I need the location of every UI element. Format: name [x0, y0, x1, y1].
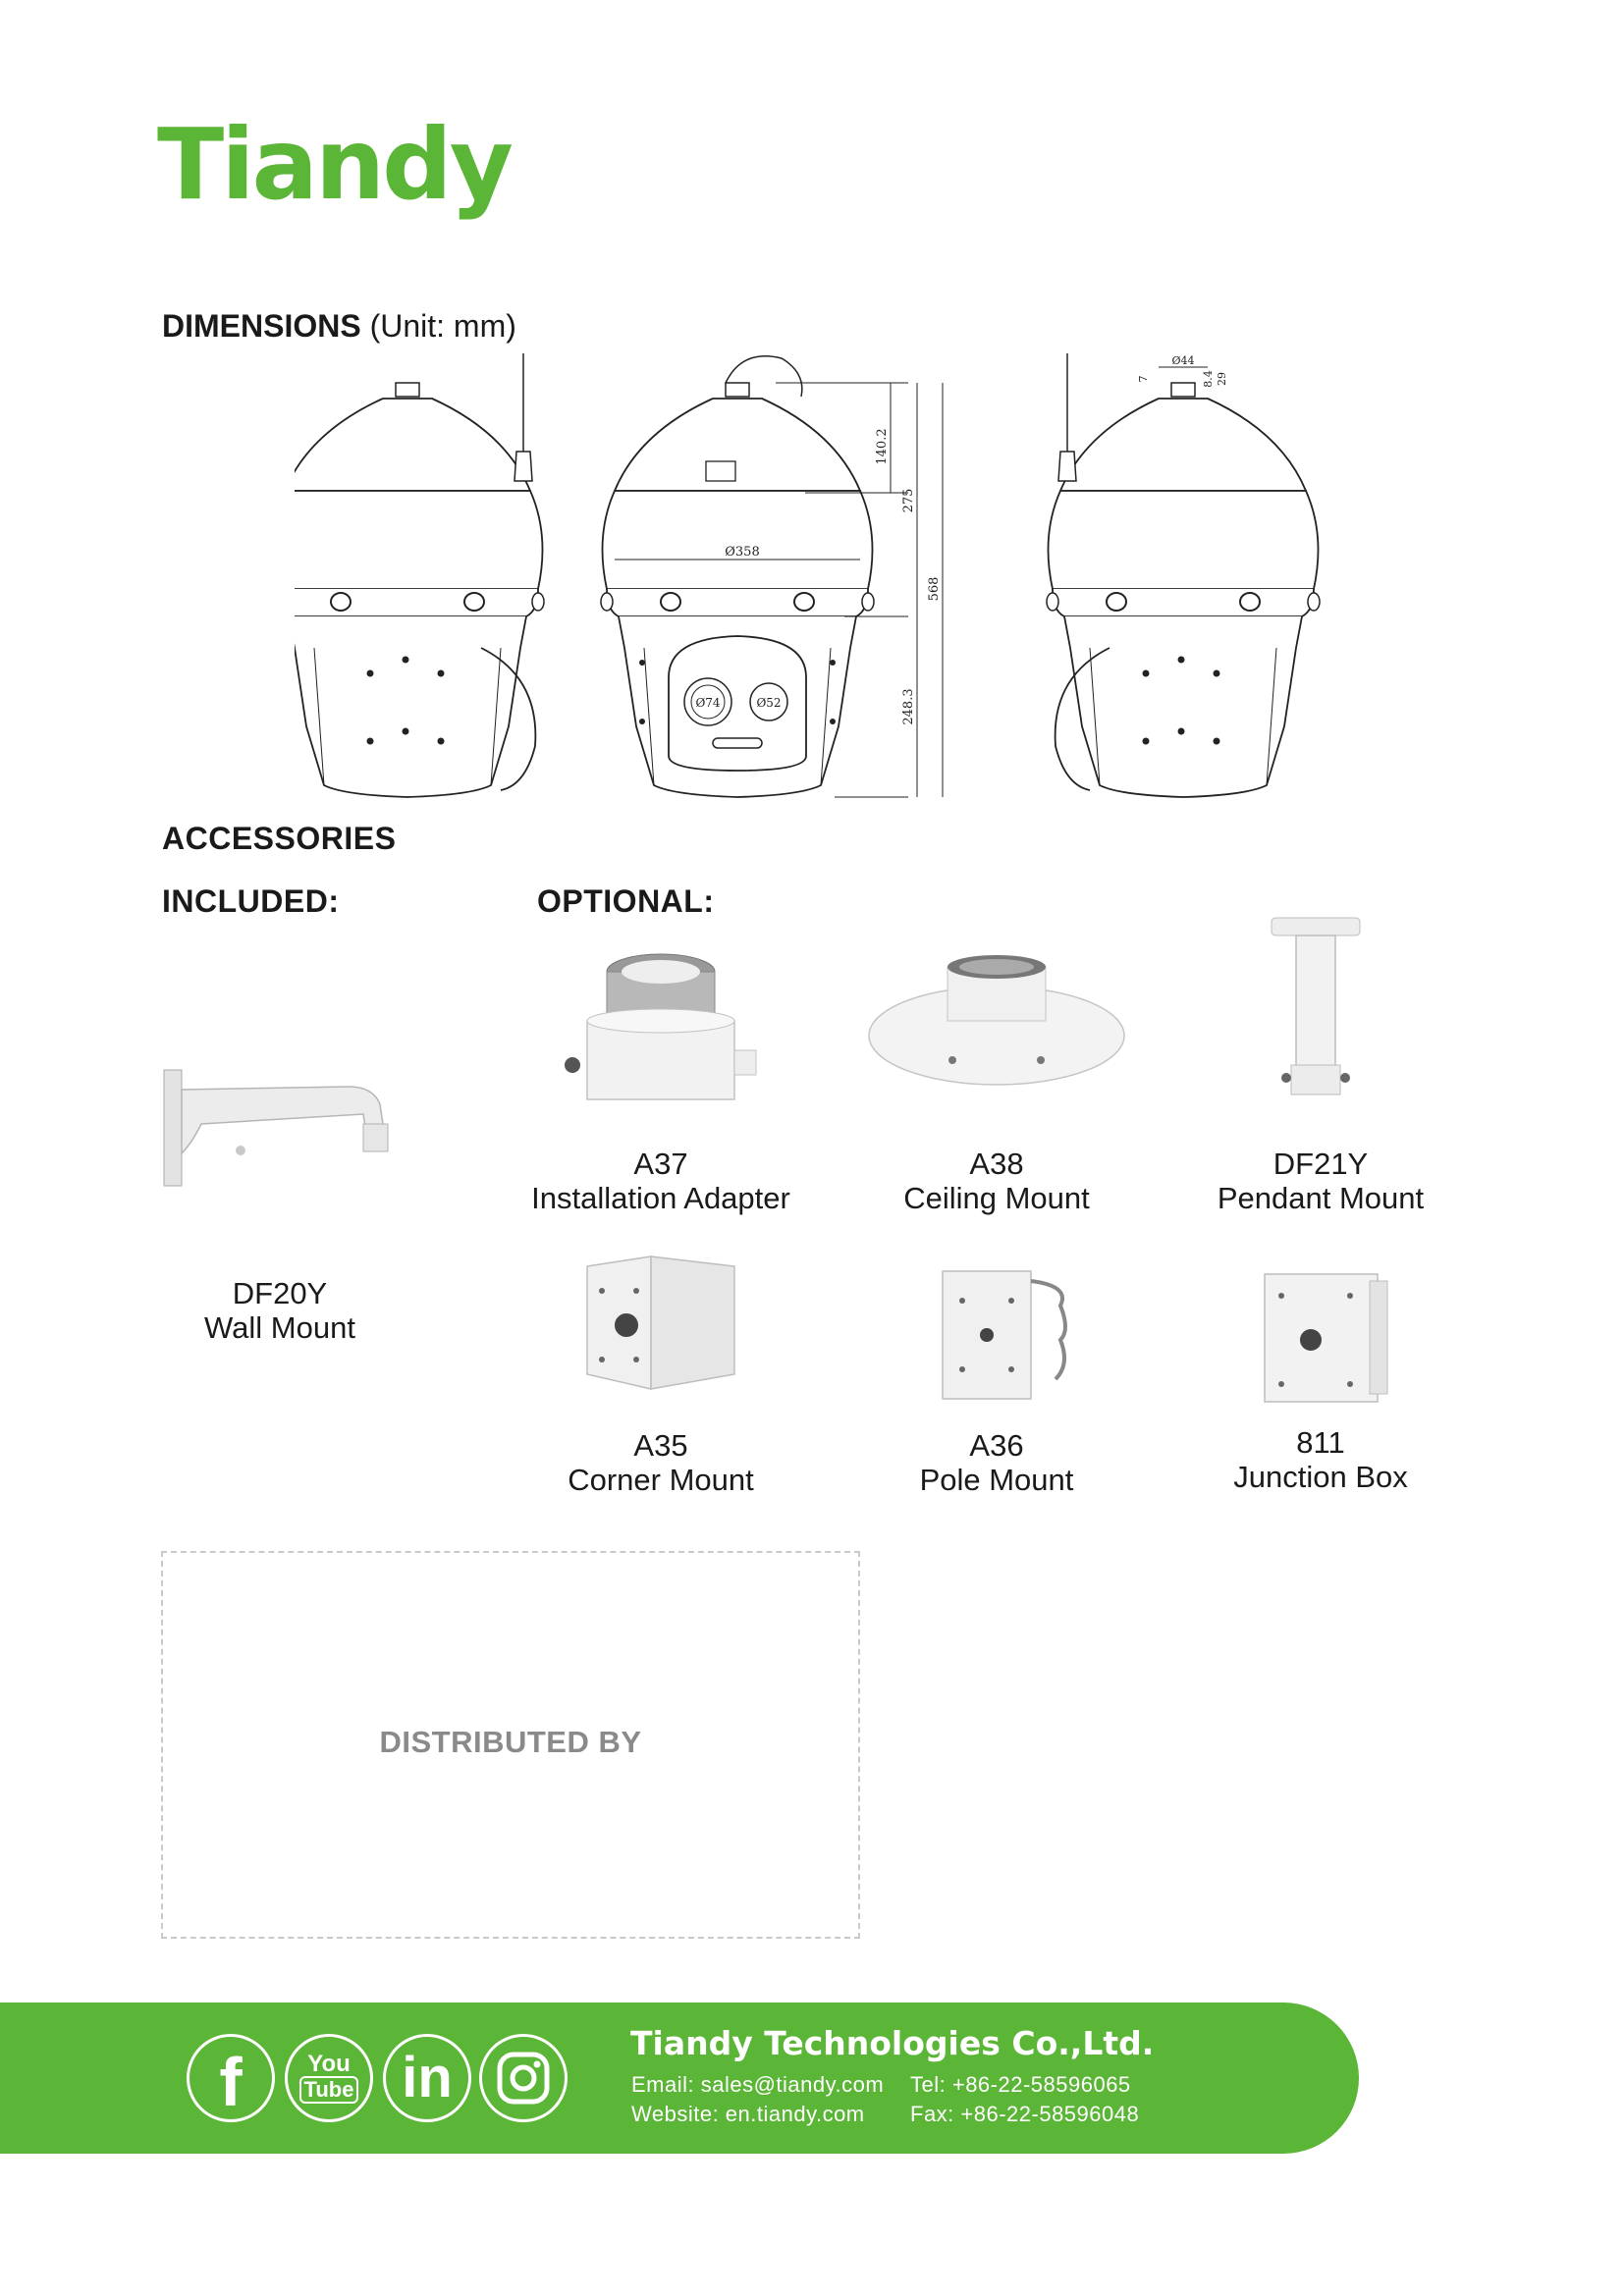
installation-adapter-image: [553, 947, 769, 1114]
linkedin-icon-glyph: in: [402, 2046, 453, 2109]
side-view-right: [1021, 353, 1335, 815]
included-heading: INCLUDED:: [162, 883, 340, 919]
diameter-52-label: Ø52: [756, 696, 782, 710]
height-275-label: 275: [901, 488, 916, 513]
footer-email[interactable]: Email: sales@tiandy.com: [631, 2072, 885, 2097]
accessory-name: Junction Box: [1233, 1460, 1408, 1494]
instagram-icon[interactable]: [479, 2034, 568, 2122]
pendant-mount-image: [1262, 913, 1370, 1109]
facebook-icon-glyph: f: [219, 2044, 243, 2120]
height-248-3-label: 248.3: [901, 688, 916, 725]
height-7-label: 7: [1137, 375, 1150, 383]
youtube-icon-bottom: Tube: [299, 2076, 359, 2104]
tiandy-logo: Tiandy: [157, 107, 511, 222]
accessories-heading: ACCESSORIES: [162, 821, 397, 856]
dimensions-heading: [162, 308, 516, 345]
optional-item-a38: [820, 1147, 1173, 1215]
optional-item-811: [1144, 1425, 1497, 1494]
accessory-name: Corner Mount: [568, 1463, 754, 1497]
dimensions-unit: (Unit: mm): [369, 308, 516, 344]
optional-item-a37: [484, 1147, 838, 1215]
included-item-df20y: [103, 1276, 457, 1345]
corner-mount-image: [577, 1252, 744, 1399]
pole-mount-image: [933, 1261, 1080, 1409]
ceiling-mount-image: [864, 952, 1129, 1099]
youtube-icon[interactable]: [285, 2034, 373, 2122]
accessory-name: Pole Mount: [919, 1463, 1074, 1497]
accessory-name: Ceiling Mount: [903, 1181, 1090, 1215]
accessory-model: A36: [969, 1428, 1024, 1463]
dimensions-title: DIMENSIONS: [162, 308, 361, 344]
junction-box-image: [1257, 1266, 1394, 1414]
wall-mount-image: [162, 1065, 398, 1193]
accessory-model: A38: [969, 1147, 1024, 1181]
diameter-358-label: Ø358: [725, 545, 760, 560]
linkedin-icon[interactable]: [383, 2034, 471, 2122]
diameter-74-label: Ø74: [695, 696, 721, 710]
instagram-icon-glyph: [496, 2051, 551, 2106]
accessory-model: A37: [633, 1147, 688, 1181]
diameter-44-label: Ø44: [1171, 354, 1195, 367]
footer-tel: Tel: +86-22-58596065: [910, 2072, 1131, 2097]
footer-website[interactable]: Website: en.tiandy.com: [631, 2102, 865, 2126]
optional-item-a36: [820, 1428, 1173, 1497]
optional-item-a35: [484, 1428, 838, 1497]
accessory-name: Wall Mount: [204, 1310, 355, 1345]
height-568-label: 568: [927, 576, 942, 602]
accessory-model: A35: [633, 1428, 688, 1463]
footer-fax: Fax: +86-22-58596048: [910, 2102, 1140, 2126]
height-140-2-label: 140.2: [875, 428, 890, 465]
height-8-4-label: 8.4: [1202, 370, 1215, 388]
front-view: [601, 356, 874, 797]
company-name: Tiandy Technologies Co.,Ltd.: [630, 2024, 1155, 2062]
distributor-label: DISTRIBUTED BY: [379, 1725, 642, 1759]
youtube-icon-top: You: [307, 2051, 351, 2077]
optional-heading: OPTIONAL:: [537, 883, 715, 919]
side-view-left: [295, 353, 544, 797]
facebook-icon[interactable]: [187, 2034, 275, 2122]
accessory-name: Pendant Mount: [1217, 1181, 1425, 1215]
accessory-name: Installation Adapter: [531, 1181, 790, 1215]
optional-item-df21y: [1144, 1147, 1497, 1215]
dimension-drawings: [295, 353, 1001, 815]
accessory-model: DF21Y: [1272, 1147, 1369, 1181]
accessory-model: 811: [1296, 1425, 1345, 1460]
accessory-model: DF20Y: [232, 1276, 328, 1310]
height-29-label: 29: [1216, 372, 1228, 386]
